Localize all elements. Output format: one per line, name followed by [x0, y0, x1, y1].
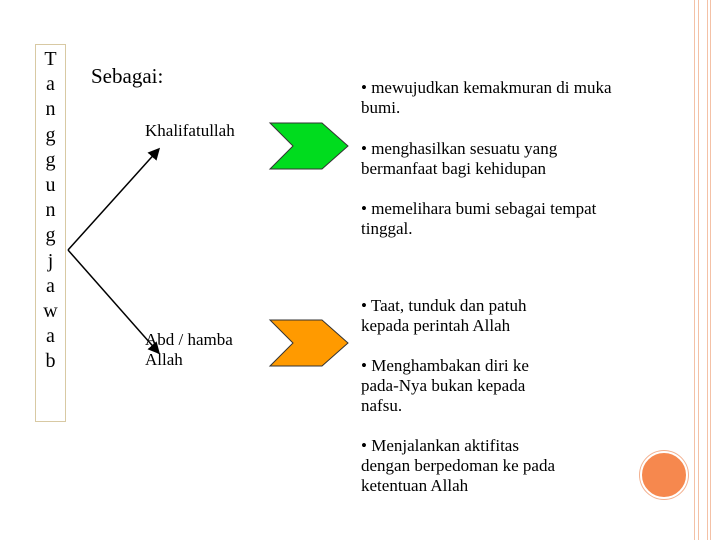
vertical-letter: n [45, 199, 56, 222]
khalifah-points [361, 78, 636, 239]
khalifah-label: Khalifatullah [145, 121, 235, 140]
abd-chevron-arrow [270, 320, 348, 366]
vertical-letter: T [44, 48, 57, 70]
vertical-letter: n [45, 98, 56, 121]
vertical-letter: a [46, 73, 55, 96]
abd-point: • Menjalankan aktifitas dengan berpedoman ke pada ketentuan Allah [361, 436, 555, 495]
heading: Sebagai: [91, 64, 164, 88]
khalifah-point: • mewujudkan kemakmuran di muka bumi. [361, 78, 612, 117]
abd-point: • Menghambakan diri ke pada-Nya bukan kepada nafsu. [361, 356, 529, 415]
vertical-letter: b [45, 350, 56, 373]
abd-label: Abd / hamba Allah [145, 330, 233, 369]
abd-point: • Taat, tunduk dan patuh kepada perintah Allah [361, 296, 527, 335]
khalifah-point: • menghasilkan sesuatu yang bermanfaat bagi kehidupan [361, 139, 558, 178]
abd-points [361, 296, 571, 496]
connector-to-khalifah [68, 150, 158, 250]
vertical-letter: a [46, 325, 55, 348]
vertical-letter: g [45, 148, 56, 171]
vertical-letter: g [45, 123, 56, 146]
vertical-letter: w [43, 300, 58, 323]
vertical-letter: j [47, 249, 54, 272]
khalifah-point: • memelihara bumi sebagai tempat tinggal. [361, 199, 597, 238]
vertical-letter: u [45, 174, 56, 197]
vertical-letter: a [46, 274, 55, 297]
vertical-letter: g [45, 224, 56, 247]
decor-circle [640, 451, 688, 499]
khalifah-chevron-arrow [270, 123, 348, 169]
